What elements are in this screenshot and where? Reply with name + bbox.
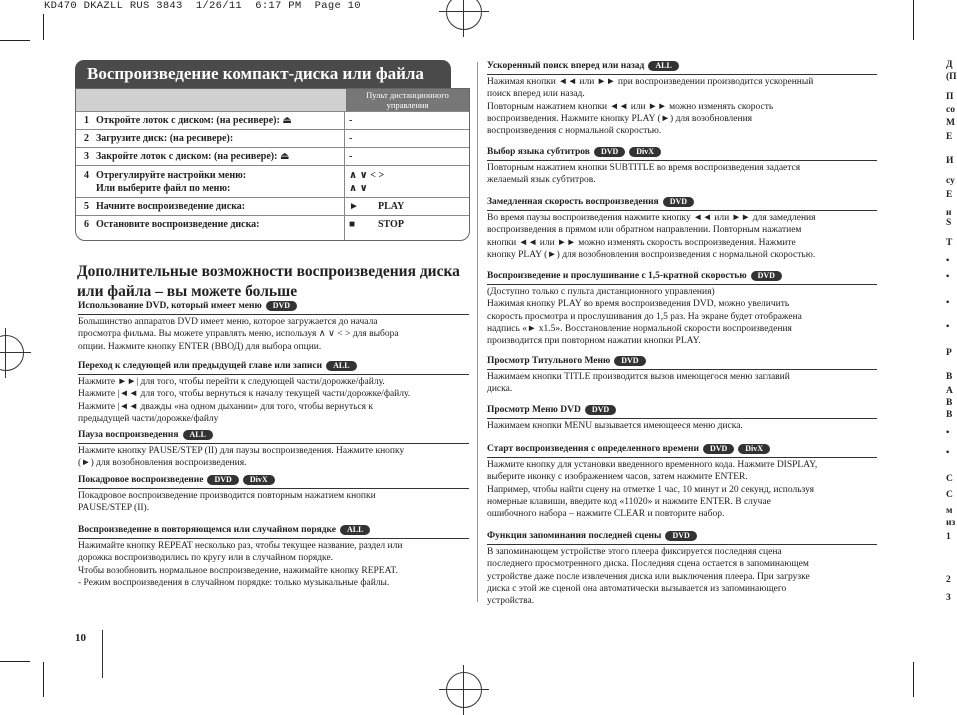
edge-char: P	[946, 348, 952, 358]
format-badge: DVD	[665, 531, 696, 541]
edge-char: Д	[946, 60, 953, 70]
body-line: - Режим воспроизведения в случайном порядке: только музыкальные файлы.	[78, 577, 390, 588]
edge-char: из	[946, 518, 956, 528]
table-row	[76, 165, 469, 197]
row-text: Откройте лоток с диском: (на ресивере): ⏏	[96, 115, 292, 126]
section-body	[78, 490, 469, 515]
section-body	[78, 316, 469, 353]
edge-char: со	[946, 105, 955, 115]
section-body	[487, 459, 877, 520]
body-line: производится при повторном нажатии кнопки PLAY.	[487, 336, 701, 347]
body-line: опции. Нажмите кнопку ENTER (ВВОД) для выбора опции.	[78, 341, 322, 352]
row-text: Остановите воспроизведение диска:	[96, 219, 260, 230]
section-heading: Функция запоминания последней сцены DVD	[487, 531, 877, 541]
body-line: Повторным нажатием кнопки SUBTITLE во время воспроизведения задается	[487, 163, 801, 173]
format-badge: ALL	[183, 430, 213, 440]
row-number: 2	[84, 133, 89, 144]
row-text: Загрузите диск: (на ресивере):	[96, 133, 234, 144]
table-header	[76, 89, 469, 111]
format-badge: DivX	[738, 444, 770, 454]
body-line: В запоминающем устройстве этого плеера фиксируется последняя сцена	[487, 547, 782, 557]
body-line: воспроизведения в прямом или обратном направлении. Повторным нажатием	[487, 225, 802, 236]
section-body	[487, 420, 877, 432]
format-badge: DVD	[585, 405, 616, 415]
edge-char: •	[946, 272, 950, 282]
body-line: Нажимаем кнопки MENU вызывается имеющееся меню диска.	[487, 421, 743, 431]
section-heading: Старт воспроизведения с определенного времени DVD DivX	[487, 444, 877, 454]
body-line: (Доступно только с пульта дистанционного управления)	[487, 287, 715, 297]
crop-mark	[43, 662, 44, 697]
section-heading: Воспроизведение в повторяющемся или случайном порядке ALL	[78, 525, 469, 535]
edge-char: C	[946, 490, 953, 500]
edge-char: •	[946, 322, 950, 332]
registration-mark-left	[0, 335, 24, 371]
body-line: устройстве даже после извлечения диска или выключения плеера. При загрузке	[487, 571, 810, 582]
section-rule	[487, 457, 877, 458]
steps-table	[75, 88, 470, 241]
body-line: Большинство аппаратов DVD имеет меню, которое загружается до начала	[78, 317, 378, 327]
body-line: устройства.	[487, 596, 535, 607]
crop-mark	[913, 0, 914, 40]
registration-mark-bottom	[446, 672, 482, 708]
section-title: Воспроизведение компакт-диска или файла	[75, 60, 451, 88]
edge-char: 3	[946, 593, 951, 603]
section-rule	[487, 160, 877, 161]
edge-char: E	[946, 132, 953, 142]
body-line: Нажмите |◄◄ для того, чтобы вернуться к началу текущей части/дорожке/файлу.	[78, 389, 411, 400]
crop-mark	[0, 661, 30, 662]
edge-char: Т	[946, 238, 953, 248]
edge-char: м	[946, 506, 953, 516]
section-heading: Пауза воспроизведения ALL	[78, 430, 469, 440]
body-line: Нажмите |◄◄ дважды «на одном дыхании» для того, чтобы вернуться к	[78, 401, 374, 412]
section-heading: Выбор языка субтитров DVD DivX	[487, 147, 877, 157]
section-rule	[487, 284, 877, 285]
body-line: Нажимаем кнопки TITLE производится вызов имеющегося меню заглавий	[487, 372, 790, 382]
body-line: Чтобы возобновить нормальное воспроизведение, нажимайте кнопку REPEAT.	[78, 565, 398, 576]
body-line: диска.	[487, 384, 513, 395]
edge-char: (П	[946, 72, 957, 82]
row-text: Начните воспроизведение диска:	[96, 201, 246, 212]
remote-control-header: Пульт дистанционного управления	[346, 89, 469, 112]
row-number: 4	[84, 170, 89, 181]
page-number: 10	[75, 632, 86, 644]
section-rule	[78, 314, 469, 315]
edge-char: •	[946, 256, 950, 266]
crop-mark	[913, 662, 914, 697]
section-heading: Просмотр Титульного Меню DVD	[487, 356, 877, 366]
body-line: скорость просмотра и прослушивания до 1,5 раз. На экране будет отображена	[487, 311, 802, 322]
table-row	[76, 147, 469, 166]
section-heading: Переход к следующей или предыдущей главе или записи ALL	[78, 361, 469, 371]
edge-char: су	[946, 176, 955, 186]
section-rule	[487, 74, 877, 75]
section-body	[487, 76, 877, 137]
edge-char: S	[946, 218, 952, 228]
crop-mark	[0, 40, 30, 41]
registration-mark-top	[446, 0, 482, 30]
section-rule	[78, 538, 469, 539]
body-line: PAUSE/STEP (II).	[78, 503, 150, 514]
body-line: диска с этой же сценой она автоматически вызывается из запоминающего	[487, 583, 787, 594]
section-rule	[487, 369, 877, 370]
eject-icon: ⏏	[279, 151, 290, 162]
body-line: желаемый язык субтитров.	[487, 175, 596, 186]
section-body	[487, 546, 877, 607]
edge-char: и	[946, 208, 952, 218]
format-badge: DVD	[266, 301, 297, 311]
body-line: Нажмите ►►| для того, чтобы перейти к следующей части/дорожке/файлу.	[78, 377, 385, 387]
row-text: Закройте лоток с диском: (на ресивере): ⏏	[96, 151, 290, 162]
body-line: выберите иконку с изображением часов, затем нажмите ENTER.	[487, 472, 748, 483]
section-heading: Покадровое воспроизведение DVD DivX	[78, 475, 469, 485]
table-row	[76, 111, 469, 130]
format-badge: DVD	[614, 356, 645, 366]
section-body	[78, 376, 469, 425]
format-badge: ALL	[648, 61, 678, 71]
section-body	[487, 162, 877, 187]
row-remote: -	[349, 115, 353, 126]
body-line: ошибочного набора – нажмите CLEAR и повторите набор.	[487, 509, 725, 520]
edge-char: E	[946, 190, 953, 200]
body-line: надпись «► x1.5». Восстановление нормальной скорости воспроизведения	[487, 323, 792, 334]
row-number: 5	[84, 201, 89, 212]
print-header: KD470 DKAZLL RUS 3843 1/26/11 6:17 PM Page 10	[44, 0, 361, 12]
body-line: Нажмите кнопку для установки введенного временного кода. Нажмите DISPLAY,	[487, 460, 818, 470]
section-body	[78, 445, 469, 470]
body-line: Нажимайте кнопку REPEAT несколько раз, чтобы текущее название, раздел или	[78, 541, 403, 551]
row-remote-label: PLAY	[378, 201, 405, 212]
edge-char: М	[946, 118, 955, 128]
edge-char: B	[946, 410, 953, 420]
edge-char: C	[946, 474, 953, 484]
edge-char: 1	[946, 532, 951, 542]
section-rule	[78, 443, 469, 444]
stop-icon: ■	[349, 219, 356, 230]
section-body	[487, 212, 877, 261]
table-row	[76, 129, 469, 148]
table-row	[76, 215, 469, 241]
row-remote: -	[349, 133, 353, 144]
body-line: Повторным нажатием кнопки ◄◄ или ►► можно изменять скорость	[487, 101, 774, 112]
body-line: Нажимая кнопки ◄◄ или ►► при воспроизведении производится ускоренный	[487, 77, 814, 87]
edge-char: •	[946, 428, 950, 438]
row-number: 6	[84, 219, 89, 230]
edge-char: •	[946, 448, 950, 458]
row-remote-label: STOP	[378, 219, 404, 230]
body-line: Во время паузы воспроизведения нажмите кнопку ◄◄ или ►► для замедления	[487, 213, 816, 223]
body-line: Например, чтобы найти сцену на отметке 1 час, 10 минут и 20 секунд, используя	[487, 484, 814, 495]
format-badge: ALL	[340, 525, 370, 535]
format-badge: DivX	[629, 147, 661, 157]
format-badge: ALL	[326, 361, 356, 371]
body-line: поиск вперед или назад.	[487, 89, 585, 100]
section-body	[487, 286, 877, 347]
body-line: Нажимая кнопку PLAY во время воспроизведения DVD, можно увеличить	[487, 299, 790, 310]
body-line: Покадровое воспроизведение производится повторным нажатием кнопки	[78, 491, 376, 501]
format-badge: DVD	[594, 147, 625, 157]
edge-char: •	[946, 298, 950, 308]
body-line: Нажмите кнопку PAUSE/STEP (II) для паузы воспроизведения. Нажмите кнопку	[78, 446, 405, 456]
row-number: 3	[84, 151, 89, 162]
table-row	[76, 197, 469, 216]
crop-mark	[43, 14, 44, 40]
format-badge: DVD	[663, 197, 694, 207]
row-text: Отрегулируйте настройки меню: Или выберите файл по меню:	[96, 170, 247, 194]
row-remote: -	[349, 151, 353, 162]
eject-icon: ⏏	[282, 115, 292, 126]
section-rule	[78, 488, 469, 489]
body-line: воспроизведения с нормальной скоростью.	[487, 126, 662, 137]
section-heading: Воспроизведение и прослушивание с 1,5-кратной скоростью DVD	[487, 271, 877, 281]
column-divider	[477, 62, 478, 602]
edge-char: A	[946, 386, 953, 396]
edge-char: B	[946, 372, 953, 382]
section-rule	[487, 544, 877, 545]
edge-char: И	[946, 156, 954, 166]
edge-char: B	[946, 398, 953, 408]
body-line: предыдущей части/дорожке/файлу	[78, 413, 219, 424]
section-body	[487, 371, 877, 396]
play-icon: ►	[349, 201, 359, 212]
format-badge: DVD	[703, 444, 734, 454]
body-line: (►) для возобновления воспроизведения.	[78, 458, 247, 469]
format-badge: DivX	[243, 475, 275, 485]
body-line: номерные клавиши, введите код «11020» и нажмите ENTER. В случае	[487, 496, 771, 507]
body-line: воспроизведения. Нажмите кнопку PLAY (►) для возобновления	[487, 113, 753, 124]
body-line: дорожка воспроизводились по кругу или в случайном порядке.	[78, 553, 334, 564]
format-badge: DVD	[751, 271, 782, 281]
page-heading: Дополнительные возможности воспроизведения диска или файла – вы можете больше	[77, 263, 460, 300]
row-number: 1	[84, 115, 89, 126]
section-rule	[487, 210, 877, 211]
section-body	[78, 540, 469, 589]
edge-char: П	[946, 92, 954, 102]
row-remote: ∧ ∨ < > ∧ ∨	[349, 170, 385, 194]
format-badge: DVD	[207, 475, 238, 485]
section-heading: Просмотр Меню DVD DVD	[487, 405, 877, 415]
body-line: кнопку PLAY (►) для возобновления воспроизведения с нормальной скоростью.	[487, 249, 816, 260]
section-heading: Ускоренный поиск вперед или назад ALL	[487, 61, 877, 71]
section-rule	[487, 418, 877, 419]
body-line: просмотра фильма. Вы можете управлять меню, используя ∧ ∨ < > для выбора	[78, 329, 399, 340]
section-heading: Использование DVD, который имеет меню DVD	[78, 301, 469, 311]
body-line: кнопки ◄◄ или ►► можно изменять скорость воспроизведения. Нажмите	[487, 237, 796, 248]
section-heading: Замедленная скорость воспроизведения DVD	[487, 197, 877, 207]
page-divider	[102, 630, 103, 678]
body-line: последнего просмотренного диска. Последняя сцена остается в запоминающем	[487, 559, 809, 570]
section-rule	[78, 374, 469, 375]
edge-char: 2	[946, 575, 951, 585]
